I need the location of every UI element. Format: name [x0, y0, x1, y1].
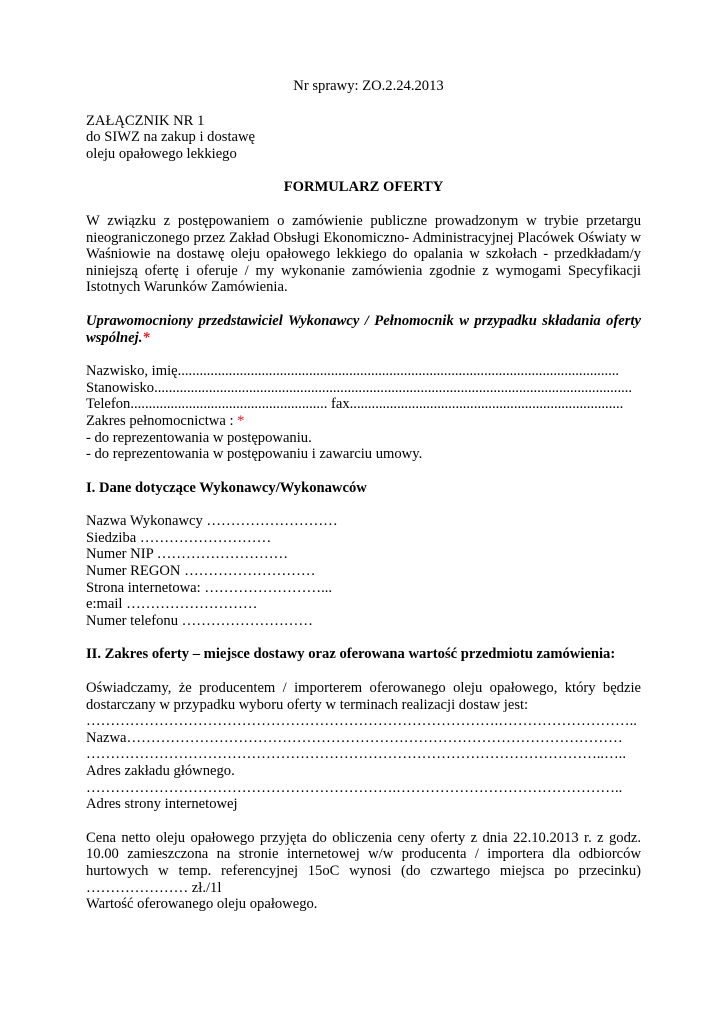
contractor-phone-field: Numer telefonu ……………………… — [86, 612, 313, 629]
position-field-line: Stanowisko................................................................................................................................... — [86, 379, 633, 396]
producer-dots-line-2: ……………………………………………………………………………………………..….. — [86, 746, 626, 763]
contractor-data-fields — [86, 513, 641, 629]
scope-required-asterisk: * — [237, 412, 245, 429]
website-address-label: Adres strony internetowej — [86, 796, 238, 813]
contractor-regon-field: Numer REGON ……………………… — [86, 563, 316, 580]
contractor-seat-field: Siedziba ……………………… — [86, 529, 272, 546]
representative-fields — [86, 363, 641, 463]
offered-value-label: Wartość oferowanego oleju opałowego. — [86, 896, 318, 913]
intro-paragraph: W związku z postępowaniem o zamówienie publiczne prowadzonym w trybie przetargu nieograniczonego przez Zakład Obsługi Ekonomiczno- Administracyjnej Placówek Oświaty w Waśniowie na dostawę oleju opałowego lekkiego do opalania w szkołach - przedkładam/y niniejszą ofertę i oferuje / my wykonanie zamówienia zgodnie z wymogami Specyfikacji Istotnych Warunków Zamówienia. — [86, 212, 641, 296]
annex-header — [86, 113, 641, 163]
representative-heading — [86, 313, 641, 346]
form-title: FORMULARZ OFERTY — [283, 179, 444, 196]
main-plant-address-label: Adres zakładu głównego. — [86, 763, 235, 779]
contractor-website-field: Strona internetowa: ……………………... — [86, 579, 333, 596]
scope-option-proceedings: - do reprezentowania w postępowaniu. — [86, 429, 312, 446]
contractor-name-field: Nazwa Wykonawcy ……………………… — [86, 513, 338, 530]
annex-subject-line-2: oleju opałowego lekkiego — [86, 145, 237, 162]
section-2-heading: II. Zakres oferty – miejsce dostawy oraz oferowana wartość przedmiotu zamówienia: — [86, 646, 616, 663]
producer-name-field: Nazwa………………………………………………………………………………………… — [86, 729, 623, 746]
annex-subject-line-1: do SIWZ na zakup i dostawę — [86, 129, 255, 146]
representative-heading-text: Uprawomocniony przedstawiciel Wykonawcy / Pełnomocnik w przypadku składania oferty wspólnej. — [86, 312, 641, 346]
scope-option-proceedings-contract: - do reprezentowania w postępowaniu i zawarciu umowy. — [86, 446, 423, 463]
price-paragraph: Cena netto oleju opałowego przyjęta do obliczenia ceny oferty z dnia 22.10.2013 r. z godz. 10.00 zamieszczona na stronie internetowej w/w producenta / importera dla odbiorców hurtowych w temp. referencyjnej 15oC wynosi (do czwartego miejsca po przecinku) ………………… zł./1l — [86, 829, 641, 896]
producer-dots-line-1: ………………………………………………………………………….……………………….. — [86, 713, 637, 730]
name-field-line: Nazwisko, imię......................................................................................................................... — [86, 363, 620, 380]
section-1-heading: I. Dane dotyczące Wykonawcy/Wykonawców — [86, 479, 367, 496]
producer-dots-line-3: ……………………………………………………….……………………………………….. — [86, 779, 623, 796]
case-number: Nr sprawy: ZO.2.24.2013 — [293, 78, 444, 94]
contractor-email-field: e:mail ……………………… — [86, 596, 258, 613]
contractor-nip-field: Numer NIP ……………………… — [86, 546, 289, 563]
authorization-scope — [86, 413, 641, 430]
annex-number: ZAŁĄCZNIK NR 1 — [86, 112, 205, 129]
offer-form-page — [86, 78, 641, 913]
authorization-scope-label: Zakres pełnomocnictwa : — [86, 412, 238, 429]
producer-declaration: Oświadczamy, że producentem / importerem oferowanego oleju opałowego, który będzie dostarczany w przypadku wyboru oferty w terminach realizacji dostaw jest: — [86, 680, 641, 713]
required-asterisk: * — [142, 329, 150, 346]
phone-fax-field-line: Telefon...................................................... fax........................................................................... — [86, 396, 624, 413]
